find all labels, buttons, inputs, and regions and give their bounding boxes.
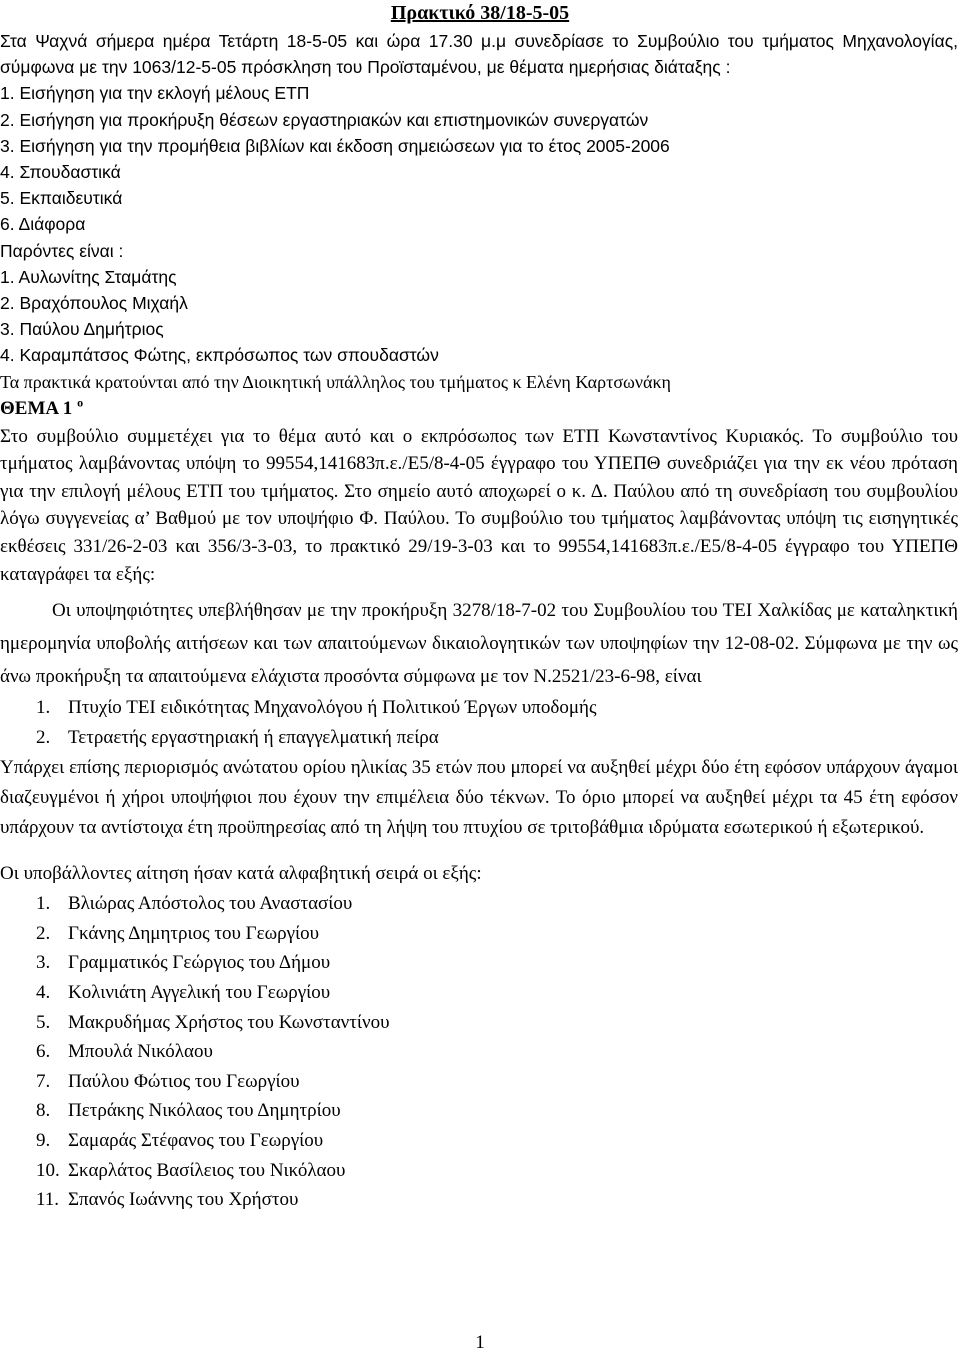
applicants-list — [0, 889, 958, 1215]
list-item: 6. Μπουλά Νικόλαου — [36, 1041, 213, 1063]
list-item: 9. Σαμαράς Στέφανος του Γεωργίου — [36, 1129, 324, 1151]
qualifications-list — [0, 693, 958, 753]
list-item: 3. Εισήγηση για την προμήθεια βιβλίων και έκδοση σημειώσεων για το έτος 2005-2006 — [0, 135, 670, 156]
list-item: 1. Βλιώρας Απόστολος του Αναστασίου — [36, 893, 353, 915]
document-title: Πρακτικό 38/18-5-05 — [390, 2, 570, 24]
list-item: 1. Αυλωνίτης Σταμάτης — [0, 266, 177, 287]
list-item: 4. Κολινιάτη Αγγελική του Γεωργίου — [36, 981, 331, 1003]
intro-paragraph: Στα Ψαχνά σήμερα ημέρα Τετάρτη 18-5-05 και ώρα 17.30 μ.μ συνεδρίασε το Συμβούλιο του τμήματος Μηχανολογίας, σύμφωνα με την 1063/12-5-05 πρόσκληση του Προϊσταμένου, με θέματα ημερήσιας διάταξης : — [0, 31, 958, 78]
list-item: 8. Πετράκης Νικόλαος του Δημητρίου — [36, 1100, 341, 1122]
list-item: 2. Τετραετής εργαστηριακή ή επαγγελματική πείρα — [36, 727, 439, 749]
age-paragraph: Υπάρχει επίσης περιορισμός ανώτατου ορίου ηλικίας 35 ετών που μπορεί να αυξηθεί μέχρι δύο έτη εφόσον υπάρχουν άγαμοι διαζευγμένοι ή χήροι υποψήφιοι που έχουν την επιμέλεια δύο τέκνων. Το όριο μπορεί να αυξηθεί μέχρι τα 45 έτη εφόσον υπάρχουν τα αντίστοιχα έτη προϋπηρεσίας από τη λήψη του πτυχίου σε τριτοβάθμια ιδρύματα εσωτερικού ή εξωτερικού. — [0, 757, 958, 839]
list-item: 2. Εισήγηση για προκήρυξη θέσεων εργαστηριακών και επιστημονικών συνεργατών — [0, 109, 649, 130]
present-label: Παρόντες είναι : — [0, 240, 124, 261]
list-item: 1. Πτυχίο ΤΕΙ ειδικότητας Μηχανολόγου ή Πολιτικού Έργων υποδομής — [36, 697, 597, 719]
theme-paragraph: Στο συμβούλιο συμμετέχει για το θέμα αυτό και ο εκπρόσωπος των ΕΤΠ Κωνσταντίνος Κυριακός. Το συμβούλιο του τμήματος λαμβάνοντας υπόψη το 99554,141683π.ε./Ε5/8-4-05 έγγραφο του ΥΠΕΠΘ συνεδριάζει για την εκ νέου πρόταση για την επιλογή μέλους ΕΤΠ του τμήματος. Στο σημείο αυτό αποχωρεί ο κ. Δ. Παύλου από τη συνεδρίαση του συμβουλίου λόγω συγγενείας α’ Βαθμού με τον υποψήφιο Φ. Παύλου. Το συμβούλιο του τμήματος λαμβάνοντας υπόψη τις εισηγητικές εκθέσεις 331/26-2-03 και 356/3-3-03, το πρακτικό 29/19-3-03 και το 99554,141683π.ε./Ε5/8-4-05 έγγραφο του ΥΠΕΠΘ καταγράφει τα εξής: — [0, 425, 958, 585]
list-item: 3. Γραμματικός Γεώργιος του Δήμου — [36, 952, 331, 974]
present-list — [0, 264, 958, 369]
list-item: 3. Παύλου Δημήτριος — [0, 319, 164, 340]
agenda-list — [0, 80, 958, 237]
applicants-label: Οι υποβάλλοντες αίτηση ήσαν κατά αλφαβητική σειρά οι εξής: — [0, 863, 482, 885]
page-number: 1 — [475, 1332, 485, 1353]
list-item: 4. Σπουδαστικά — [0, 162, 121, 183]
minutes-keeper-text: Τα πρακτικά κρατούνται από την Διοικητική υπάλληλος του τμήματος κ Ελένη Καρτσωνάκη — [0, 371, 671, 392]
list-item: 5. Εκπαιδευτικά — [0, 188, 123, 209]
list-item: 2. Γκάνης Δημητριος του Γεωργίου — [36, 922, 320, 944]
list-item: 4. Καραμπάτσος Φώτης, εκπρόσωπος των σπουδαστών — [0, 345, 439, 366]
list-item: 2. Βραχόπουλος Μιχαήλ — [0, 293, 188, 314]
theme-heading: ΘΕΜΑ 1 $^o$ — [0, 395, 84, 419]
candidates-paragraph: Οι υποψηφιότητες υπεβλήθησαν με την προκήρυξη 3278/18-7-02 του Συμβουλίου του ΤΕΙ Χαλκίδας με καταληκτική ημερομηνία υποβολής αιτήσεων και των απαιτούμενων δικαιολογητικών των υποψηφίων την 12-08-02. Σύμφωνα με την ως άνω προκήρυξη τα απαιτούμενα ελάχιστα προσόντα σύμφωνα με τον Ν.2521/23-6-98, είναι — [0, 600, 958, 688]
list-item: 6. Διάφορα — [0, 214, 86, 235]
list-item: 1. Εισήγηση για την εκλογή μέλους ΕΤΠ — [0, 83, 310, 104]
list-item: 5. Μακρυδήμας Χρήστος του Κωνσταντίνου — [36, 1011, 390, 1033]
list-item: 7. Παύλου Φώτιος του Γεωργίου — [36, 1070, 300, 1092]
list-item: 11. Σπανός Ιωάννης του Χρήστου — [36, 1189, 299, 1211]
list-item: 10. Σκαρλάτος Βασίλειος του Νικόλαου — [36, 1159, 346, 1181]
